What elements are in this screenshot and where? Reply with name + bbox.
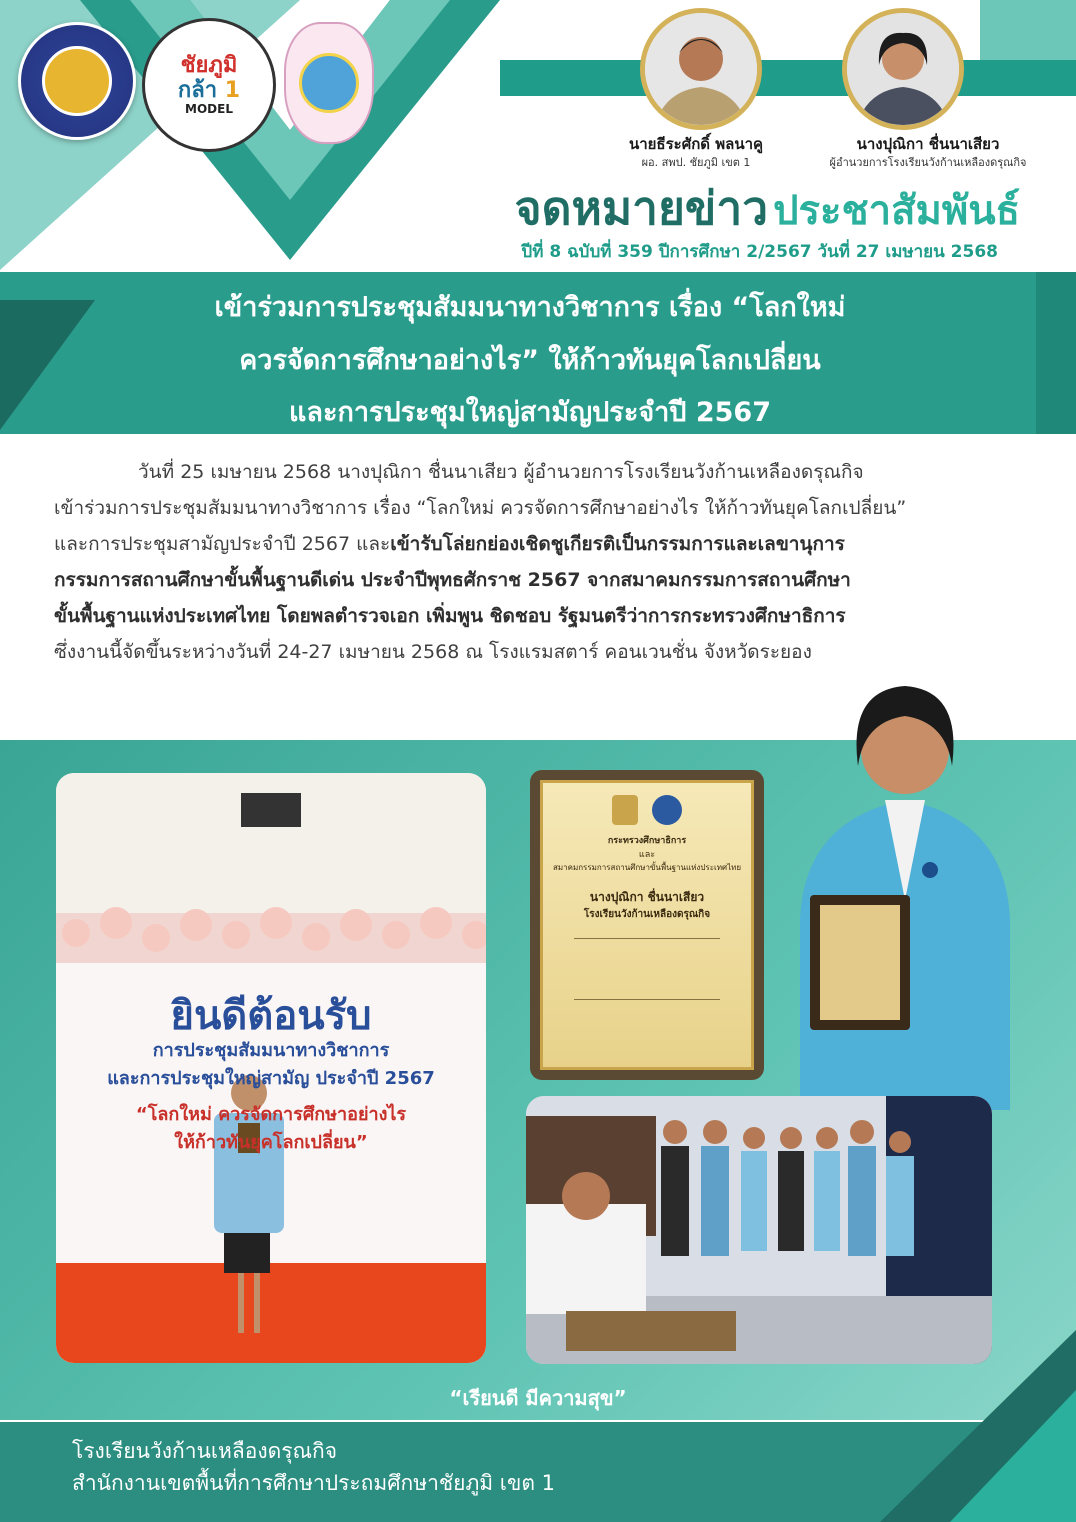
body-line: ซึ่งงานนี้จัดขึ้นระหว่างวันที่ 24-27 เมษายน 2568 ณ โรงแรมสตาร์ คอนเวนชั่น จังหวัดระยอง	[54, 641, 812, 663]
footer-office: สำนักงานเขตพื้นที่การศึกษาประถมศึกษาชัยภูมิ เขต 1	[72, 1471, 556, 1495]
banner-line: “โลกใหม่ ควรจัดการศึกษาอย่างไร	[135, 1104, 407, 1125]
body-line: ขั้นพื้นฐานแห่งประเทศไทย โดยพลตำรวจเอก เพิ่มพูน ชิดชอบ รัฐมนตรีว่าการกระทรวงศึกษาธิการ	[54, 605, 846, 627]
headline-deco-left	[0, 300, 95, 430]
cert-assoc: สมาคมกรรมการสถานศึกษาขั้นพื้นฐานแห่งประเทศไทย	[552, 863, 742, 872]
person-name: นายธีระศักดิ์ พลนาคู	[628, 135, 764, 153]
article-body	[54, 454, 1022, 670]
chaiyaphum-model-logo	[142, 18, 276, 152]
cert-and: และ	[638, 850, 656, 860]
school-logo	[284, 22, 374, 144]
logo-line2: กล้า 1	[177, 78, 241, 104]
slogan: “เรียนดี มีความสุข”	[449, 1386, 627, 1410]
logo-line1: ชัยภูมิ	[180, 52, 238, 78]
portrait-director-esa	[640, 8, 762, 130]
header-band-corner	[980, 0, 1076, 60]
headline-deco-right	[1036, 272, 1076, 434]
body-line: วันที่ 25 เมษายน 2568 นางปุณิกา ชื่นนาเสียว ผู้อำนวยการโรงเรียนวังก้านเหลืองดรุณกิจ	[138, 461, 864, 483]
photo-welcome-banner	[56, 773, 486, 1363]
footer-deco	[880, 1330, 1076, 1522]
cert-school: โรงเรียนวังก้านเหลืองดรุณกิจ	[583, 909, 711, 920]
header-band	[500, 60, 1076, 96]
logo-sub: MODEL	[185, 102, 233, 117]
body-line: และการประชุมสามัญประจำปี 2567 และเข้ารับโล่ยกย่องเชิดชูเกียรติเป็นกรรมการและเลขานุการ	[54, 533, 845, 555]
headline-line: เข้าร่วมการประชุมสัมมนาทางวิชาการ เรื่อง “โลกใหม่	[214, 292, 846, 323]
issue-info: ปีที่ 8 ฉบับที่ 359 ปีการศึกษา 2/2567 วันที่ 27 เมษายน 2568	[521, 242, 998, 262]
esa-office-logo	[18, 22, 136, 140]
person-position: ผู้อำนวยการโรงเรียนวังก้านเหลืองดรุณกิจ	[829, 156, 1027, 169]
headline	[120, 282, 940, 440]
portrait-director-school	[842, 8, 964, 130]
headline-line: ควรจัดการศึกษาอย่างไร” ให้ก้าวทันยุคโลกเปลี่ยน	[239, 344, 821, 376]
cert-name: นางปุณิกา ชื่นนาเสียว	[589, 890, 705, 904]
newsletter-title-main: จดหมายข่าว	[514, 181, 769, 235]
headline-line: และการประชุมใหญ่สามัญประจำปี 2567	[289, 397, 771, 429]
banner-welcome: ยินดีต้อนรับ	[170, 993, 372, 1039]
photo-exhibition-booth	[526, 1096, 992, 1364]
photo-certificate	[530, 770, 764, 1080]
newsletter-title	[380, 172, 1020, 245]
footer-school: โรงเรียนวังก้านเหลืองดรุณกิจ	[72, 1439, 338, 1463]
person-name: นางปุณิกา ชื่นนาเสียว	[856, 135, 1000, 153]
cert-details	[574, 938, 720, 1000]
body-line: เข้าร่วมการประชุมสัมมนาทางวิชาการ เรื่อง “โลกใหม่ ควรจัดการศึกษาอย่างไร ให้ก้าวทันยุคโลกเปลี่ยน”	[54, 497, 907, 519]
body-line: กรรมการสถานศึกษาขั้นพื้นฐานดีเด่น ประจำปีพุทธศักราช 2567 จากสมาคมกรรมการสถานศึกษา	[54, 569, 851, 591]
certificate	[540, 780, 754, 1070]
banner-line: การประชุมสัมมนาทางวิชาการ	[152, 1040, 390, 1061]
banner-line: ให้ก้าวทันยุคโลกเปลี่ยน”	[174, 1132, 368, 1153]
cert-emblems	[543, 795, 751, 825]
person-position: ผอ. สพป. ชัยภูมิ เขต 1	[641, 156, 751, 169]
photo-director-with-plaque	[790, 670, 1020, 1110]
banner-line: และการประชุมใหญ่สามัญ ประจำปี 2567	[107, 1068, 435, 1089]
cert-org: กระทรวงศึกษาธิการ	[607, 836, 687, 846]
newsletter-title-sub: ประชาสัมพันธ์	[773, 188, 1020, 234]
